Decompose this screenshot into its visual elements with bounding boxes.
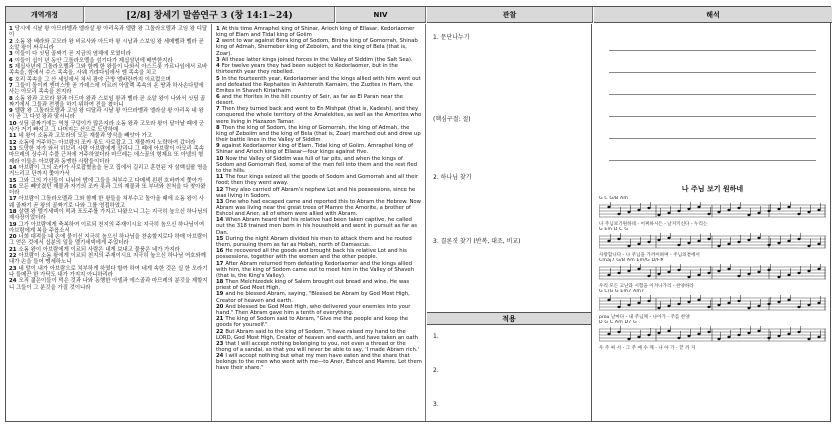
verse-text: 살렘 왕 멜기세덱이 떡과 포도주를 가지고 나왔으니 그는 지극히 높으신 하나님의 제사장이었더라	[9, 209, 208, 222]
niv-verse	[216, 174, 422, 186]
niv-verse	[216, 57, 422, 63]
hymn-lyric: 우리 모든 고난과 시험을 이겨나가리 - 찬양하라	[599, 284, 694, 289]
verse-number: 17	[216, 260, 224, 267]
verse-number: 4	[216, 63, 220, 70]
header-section: 개역개정	[6, 7, 84, 23]
korean-verse	[9, 83, 208, 95]
verse-number: 8	[9, 95, 13, 102]
verse-text: 소돔 왕이 아브람에게 이르되 사람은 내게 보내고 물품은 네가 가지라	[18, 246, 180, 253]
writing-line	[609, 94, 816, 95]
music-staff	[599, 233, 826, 251]
observation-q1-note: (핵심구절: 절)	[433, 116, 471, 123]
observation-q2: 2. 하나님 찾기	[433, 174, 472, 181]
korean-text-column	[6, 24, 212, 421]
niv-verse	[216, 279, 422, 291]
verse-number: 11	[216, 174, 224, 181]
verse-text: All these latter kings joined forces in the Valley of Siddim (the Salt Sea).	[221, 56, 413, 63]
application-item-2: 2.	[433, 367, 439, 374]
korean-verse	[9, 178, 208, 184]
hymn-title: 나 주님 보기 원하네	[681, 185, 744, 193]
korean-verse	[9, 26, 208, 38]
niv-verse	[216, 353, 422, 371]
korean-verse	[9, 77, 208, 83]
verse-text: Now the Valley of Siddim was full of tar pits, and when the kings of Sodom and Gomorrah fled, some of the men fell into them and the rest fled to the hills.	[216, 155, 417, 174]
verse-text: The four kings seized all the goods of Sodom and Gomorrah and all their food; then they went away.	[216, 174, 419, 187]
niv-verse	[216, 38, 422, 56]
observation-q3: 3. 결론짓 찾기 (반복, 대조, 비교)	[433, 238, 521, 245]
verse-number: 2	[216, 38, 220, 45]
korean-verse	[9, 96, 208, 108]
music-staff	[599, 326, 826, 344]
verse-text: Then Melchizedek king of Salem brought out bread and wine. He was priest of God Most High,	[216, 279, 410, 292]
verse-number: 8	[216, 124, 220, 131]
verse-number: 17	[9, 196, 17, 203]
verse-text: The king of Sodom said to Abram, "Give me the people and keep the goods for yourself."	[216, 316, 409, 329]
niv-verse	[216, 291, 422, 303]
verse-text: 이들이 십이 년 동안 그돌라오멜을 섬기다가 제십삼년에 배반한지라	[14, 57, 173, 64]
niv-verse	[216, 261, 422, 279]
verse-number: 5	[9, 63, 13, 70]
verse-number: 16	[216, 248, 224, 255]
verse-number: 2	[9, 38, 13, 45]
verse-text: When Abram heard that his relative had been taken captive, he called out the 318 trained men born in his household and went in pursuit as far as Dan.	[216, 217, 418, 236]
verse-text: 그가 아브람에게 축복하여 이르되 천지의 주재이시요 지극히 높으신 하나님이여 아브람에게 복을 주옵소서	[9, 221, 205, 234]
niv-verse	[216, 94, 422, 106]
verse-number: 23	[9, 265, 17, 272]
verse-number: 15	[216, 235, 224, 242]
korean-verse-list	[9, 26, 208, 291]
verse-text: At this time Amraphel king of Shinar, Arioch king of Ellasar, Kedorlaomer king of Elam and Tidal king of Goiim	[216, 26, 415, 39]
verse-text: and the Horites in the hill country of Seir, as far as El Paran near the desert.	[216, 93, 404, 107]
verse-text: During the night Abram divided his men to attack them and he routed them, pursuing them as far as Hobah, north of Damascus.	[216, 235, 412, 248]
verse-text: 싯딤 골짜기에는 역청 구덩이가 많은지라 소돔 왕과 고모라 왕이 달아날 때에 군사가 거기 빠지고 그 나머지는 산으로 도망하매	[9, 120, 205, 133]
verse-text: 당시에 시날 왕 아므라벨과 엘라살 왕 아리옥과 엘람 왕 그돌라오멜과 고임 왕 디달이	[9, 26, 208, 39]
niv-verse	[216, 329, 422, 341]
hymn-rows	[599, 196, 826, 351]
korean-verse	[9, 253, 208, 265]
verse-number: 1	[216, 26, 220, 32]
verse-text: Then the king of Sodom, the king of Gomorrah, the king of Admah, the king of Zeboiim and the king of Bela (that is, Zoar) marched out and drew up their battle lines in the Valley of Siddim	[216, 124, 421, 143]
verse-text: They also carried off Abram's nephew Lot and his possessions, since he was living in Sodom.	[216, 186, 416, 199]
niv-verse	[216, 248, 422, 260]
observation-area[interactable]	[427, 24, 591, 312]
verse-number: 7	[9, 82, 13, 89]
writing-line	[609, 160, 816, 161]
verse-text: 소돔에 거주하는 아브람의 조카 롯도 사로잡고 그 재물까지 노략하여 갔더라	[18, 139, 196, 146]
verse-number: 1	[9, 26, 13, 32]
verse-text: And blessed be God Most High, who delivered your enemies into your hand." Then Abram gave him a tenth of everything.	[216, 303, 411, 316]
verse-number: 21	[9, 246, 17, 253]
korean-verse	[9, 278, 208, 290]
verse-text: that I will accept nothing belonging to you, not even a thread or the thong of a sandal, so that you will never be able to say, 'I made Abram rich.'	[216, 340, 420, 353]
verse-number: 9	[216, 143, 220, 150]
verse-text: 그와 그의 가신들이 나뉘어 밤에 그들을 쳐부수고 다메섹 왼편 호바까지 쫓아가	[18, 177, 203, 184]
verse-number: 24	[216, 353, 224, 360]
verse-number: 7	[216, 106, 220, 113]
verse-number: 10	[9, 120, 17, 127]
niv-verse	[216, 143, 422, 155]
verse-text: But Abram said to the king of Sodom, "I have raised my hand to the LORD, God Most High, Creator of heaven and earth, and have taken an oath	[216, 328, 419, 341]
verse-text: One who had escaped came and reported this to Abram the Hebrew. Now Abram was living near the great trees of Mamre the Amorite, a brother of Eshcol and Aner, all of whom were allied with Abram.	[216, 198, 421, 218]
verse-text: I will accept nothing but what my men have eaten and the share that belongs to the men who went with me—to Aner, Eshcol and Mamre. Let them have their share."	[216, 353, 422, 372]
niv-verse	[216, 26, 422, 38]
header-interpretation: 해석	[594, 7, 832, 23]
verse-number: 20	[216, 303, 224, 310]
niv-verse	[216, 341, 422, 353]
korean-verse	[9, 121, 208, 133]
hymn-lyric: 사랑합니다 - 나 주님을 가까이하며 - 주님의곁에서	[599, 253, 700, 258]
niv-verse	[216, 187, 422, 199]
niv-verse	[216, 156, 422, 174]
observation-q1: 1. 문단나누기	[433, 34, 470, 41]
verse-number: 11	[9, 133, 17, 140]
verse-text: After Abram returned from defeating Kedorlaomer and the kings allied with him, the king of Sodom came out to meet him in the Valley of Shaveh (that is, the King's Valley).	[216, 260, 415, 279]
hymn-chords: G Em D C G	[599, 227, 629, 232]
verse-text: went to war against Bera king of Sodom, Birsha king of Gomorrah, Shinab king of Admah, Shemeber king of Zeboiim, and the king of Bela (that is, Zoar).	[216, 38, 418, 57]
verse-text: 아브람이 소돔 왕에게 이르되 천지의 주재이시요 지극히 높으신 하나님 여호와께 내가 손을 들어 맹세하노니	[9, 253, 206, 266]
niv-verse	[216, 63, 422, 75]
korean-verse	[9, 146, 208, 165]
verse-number: 22	[9, 253, 17, 260]
application-area[interactable]	[427, 325, 591, 421]
writing-line	[609, 138, 816, 139]
verse-text: For twelve years they had been subject to Kedorlaomer, but in the thirteenth year they rebelled.	[216, 63, 398, 76]
observation-column	[427, 24, 592, 421]
korean-verse	[9, 266, 208, 278]
verse-text: He recovered all the goods and brought back his relative Lot and his possessions, together with the women and the other people.	[216, 248, 407, 261]
korean-verse	[9, 222, 208, 234]
niv-verse	[216, 125, 422, 143]
korean-verse	[9, 108, 208, 120]
niv-verse	[216, 199, 422, 217]
verse-text: and he blessed Abram, saying, "Blessed be Abram by God Most High, Creator of heaven and earth.	[216, 291, 410, 304]
verse-number: 3	[9, 51, 13, 58]
korean-verse	[9, 209, 208, 221]
verse-text: 호리 족속을 그 산 세일에서 쳐서 광야 근방 엘바란까지 이르렀으며	[14, 76, 171, 83]
verse-text: 네 말이 내가 아브람으로 치부하게 하였다 할까 하여 네게 속한 것은 실 한 오라기나 들메끈 한 가닥도 내가 가지지 아니하리라	[9, 265, 208, 279]
niv-verse	[216, 304, 422, 316]
niv-verse	[216, 76, 422, 94]
hymn-chords: G C G/B Am	[599, 196, 629, 201]
application-item-3: 3.	[433, 401, 439, 408]
verse-text: 제십사년에 그돌라오멜과 그와 함께 한 왕들이 나와서 아스드롯 가르나임에서 르바 족속을, 함에서 수스 족속을, 사웨 기랴다임에서 엠 족속을 치고	[9, 63, 208, 77]
verse-text: 아브람이 그돌라오멜과 그와 함께 한 왕들을 쳐부수고 돌아올 때에 소돔 왕이 사웨 골짜기 곧 왕의 골짜기로 나와 그를 영접하였고	[9, 196, 205, 209]
verse-number: 3	[216, 56, 220, 63]
verse-number: 13	[9, 146, 17, 153]
verse-text: against Kedorlaomer king of Elam, Tidal king of Goiim, Amraphel king of Shinar and Arioch king of Ellasar—four kings against five.	[216, 143, 413, 156]
hymn-chords: D G C Am D7 G	[599, 320, 637, 325]
hymn-sheet	[599, 184, 826, 417]
korean-verse	[9, 58, 208, 64]
hymn-chords: Cmaj7 G/B Am Em/G D/F#	[599, 258, 664, 263]
verse-number: 19	[9, 221, 17, 228]
verse-text: 오직 젊은이들이 먹은 것과 나와 동행한 아넬과 에스골과 마므레의 분깃을 제할지니 그들이 그 분깃을 가질 것이니라	[9, 278, 208, 291]
music-staff	[599, 202, 826, 220]
korean-verse	[9, 165, 208, 177]
verse-number: 13	[216, 198, 224, 205]
verse-number: 19	[216, 291, 224, 298]
application-header: 적용	[427, 312, 591, 325]
verse-text: 네 왕이 소돔과 고모라의 모든 재물과 양식을 빼앗아 가고	[18, 133, 152, 140]
verse-number: 21	[216, 316, 224, 323]
music-staff	[599, 295, 826, 313]
korean-verse	[9, 234, 208, 246]
niv-verse	[216, 217, 422, 235]
writing-line	[609, 72, 816, 73]
hymn-lyric: 우 주 써 서 - 그 주 예 수 께 - 나 아 가 - 끝 까 지	[599, 346, 696, 351]
niv-verse	[216, 106, 422, 124]
verse-number: 16	[9, 183, 17, 190]
verse-number: 18	[9, 209, 17, 216]
korean-verse	[9, 196, 208, 208]
korean-verse	[9, 140, 208, 146]
verse-number: 9	[9, 108, 13, 115]
application-item-1: 1.	[433, 333, 439, 340]
verse-number: 4	[9, 57, 13, 64]
verse-text: 엘람 왕 그돌라오멜과 고임 왕 디달과 시날 왕 아므라벨과 엘라살 왕 아리옥 네 왕이 곧 그 다섯 왕과 맞서니라	[9, 108, 204, 121]
korean-verse	[9, 133, 208, 139]
verse-number: 10	[216, 155, 224, 162]
worksheet	[5, 6, 831, 422]
verse-text: In the fourteenth year, Kedorlaomer and the kings allied with him went out and defeated the Rephaites in Ashteroth Karnaim, the Zuzites in Ham, the Emites in Shaveh Kiriathaim	[216, 75, 421, 94]
verse-number: 15	[9, 177, 17, 184]
korean-verse	[9, 64, 208, 76]
hymn-chords: G C/G G Em7 Am7	[599, 289, 645, 294]
verse-text: 모든 빼앗겼던 재물과 자기의 조카 롯과 그의 재물과 또 부녀와 친척을 다 찾아왔더라	[9, 183, 206, 197]
verse-number: 20	[9, 234, 17, 241]
verse-number: 12	[9, 139, 17, 146]
niv-verse-list	[216, 26, 422, 372]
writing-line	[609, 50, 816, 51]
header-translation: NIV	[336, 7, 426, 23]
korean-verse	[9, 51, 208, 57]
music-staff	[599, 264, 826, 282]
korean-verse	[9, 39, 208, 51]
verse-text: 도망한 자가 와서 히브리 사람 아브람에게 알리니 그 때에 아브람이 아모리 족속 마므레의 상수리 수풀 근처에 거주하였더라 마므레는 에스골의 형제요 또 아넬의 형제라 이들은 아브람과 동맹한 사람들이더라	[9, 146, 205, 165]
verse-number: 6	[9, 76, 13, 83]
verse-text: 이들이 다 싯딤 골짜기 곧 지금의 염해에 모였더라	[14, 51, 131, 58]
header-observation: 관찰	[427, 7, 593, 23]
verse-number: 6	[216, 93, 220, 100]
verse-number: 22	[216, 328, 224, 335]
writing-line	[609, 116, 816, 117]
niv-verse	[216, 316, 422, 328]
verse-number: 18	[216, 279, 224, 286]
verse-text: 그들이 돌이켜 엔미스밧 곧 가데스에 이르러 아말렉 족속의 온 땅과 하사손다말에 사는 아모리 족속을 친지라	[9, 82, 204, 96]
korean-verse	[9, 184, 208, 196]
verse-text: 아브람이 그의 조카가 사로잡혔음을 듣고 집에서 길리고 훈련된 자 삼백십팔 명을 거느리고 단까지 쫓아가서	[9, 164, 208, 178]
verse-number: 23	[216, 340, 224, 347]
verse-text: 소돔 왕 베라와 고모라 왕 비르사와 아드마 왕 시납과 스보임 왕 세메벨과 벨라 곧 소알 왕이 싸우니라	[9, 38, 204, 51]
niv-verse	[216, 236, 422, 248]
verse-number: 5	[216, 75, 220, 82]
page-title: [2/8] 창세기 말씀연구 3 (창 14:1~24)	[85, 7, 335, 23]
verse-number: 12	[216, 186, 224, 193]
verse-number: 14	[216, 217, 224, 224]
verse-number: 24	[9, 278, 17, 285]
hymn-lyric: 나 주님보기원하네 - 어찌하시든 - 날지키신다 - 누리는	[599, 222, 708, 227]
niv-text-column	[213, 24, 426, 421]
hymn-lyric: prou 날마다 - 내 주님께 - 나아가 - 주를 찬양	[599, 315, 690, 320]
verse-text: 소돔 왕과 고모라 왕과 아드마 왕과 스보임 왕과 벨라 곧 소알 왕이 나와서 싯딤 골짜기에서 그들과 전쟁을 하기 위하여 진을 쳤더니	[9, 95, 206, 108]
verse-text: 너희 대적을 네 손에 붙이신 지극히 높으신 하나님을 찬송할지로다 하매 아브람이 그 얻은 것에서 십분의 일을 멜기세덱에게 주었더라	[9, 234, 208, 247]
verse-text: Then they turned back and went to En Mishpat (that is, Kadesh), and they conquered the whole territory of the Amalekites, as well as the Amorites who were living in Hazazon Tamar.	[216, 106, 422, 125]
verse-number: 14	[9, 164, 17, 171]
interpretation-column[interactable]	[593, 24, 832, 421]
